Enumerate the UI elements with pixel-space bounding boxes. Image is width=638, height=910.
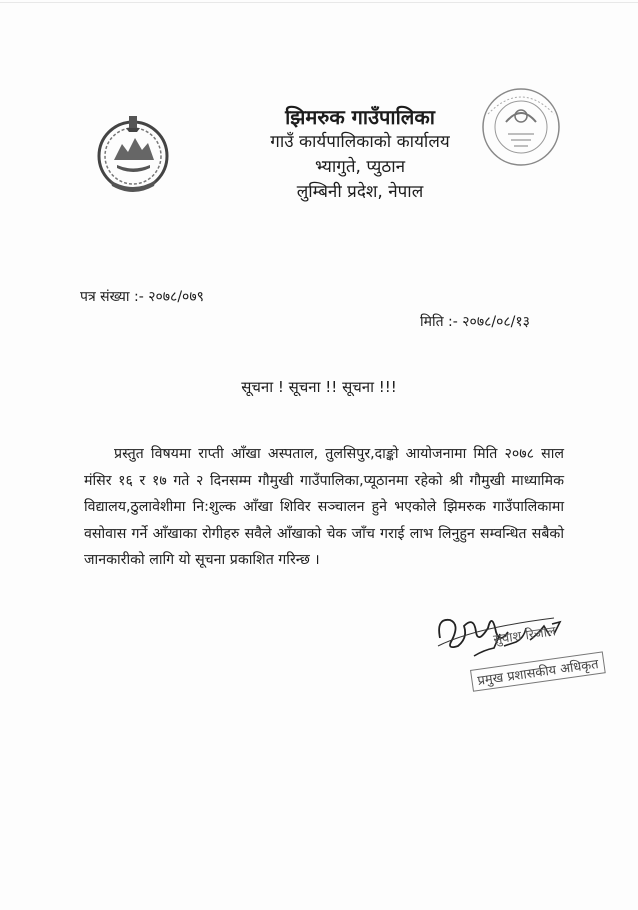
notice-body: प्रस्तुत विषयमा राप्ती आँखा अस्पताल, तुलसिपुर,दाङ्को आयोजनामा मिति २०७८ साल मंसिर १६ र १७ गते २ दिनसम्म गौमुखी गाउँपालिका,प्यूठानमा रहेको श्री गौमुखी माध्यामिक विद्यालय,ठुलावेशीमा नि:शुल्क आँखा शिविर सञ्चालन हुने भएकोले झिमरुक गाउँपालिकामा वसोवास गर्ने आँखाका रोगीहरु सवैले आँखाको चेक जाँच गराई लाभ लिनुहुन सम्वन्धित सबैको जानकारीको लागि यो सूचना प्रकाशित गरिन्छ । (84, 446, 564, 568)
letter-reference-number: पत्र संख्या :- २०७८/०७९ (80, 289, 204, 305)
scan-edge (0, 2, 638, 3)
signatory-title-stamp: प्रमुख प्रशासकीय अधिकृत (470, 651, 606, 691)
office-header (250, 104, 470, 205)
office-name: गाउँ कार्यपालिकाको कार्यालय (270, 132, 450, 152)
office-seal-icon (478, 84, 564, 170)
notice-title: सूचना ! सूचना !! सूचना !!! (241, 378, 397, 396)
handwritten-signature (434, 598, 584, 708)
nepal-emblem-icon (92, 110, 174, 196)
province-country: लुम्बिनी प्रदेश, नेपाल (296, 182, 424, 202)
letter-date: मिति :- २०७८/०८/१३ (420, 314, 530, 330)
signatory-name: सुवाश रिजाल (492, 624, 557, 648)
office-location: भ्यागुते, प्युठान (314, 157, 406, 177)
municipality-name: झिमरुक गाउँपालिका (285, 105, 435, 129)
